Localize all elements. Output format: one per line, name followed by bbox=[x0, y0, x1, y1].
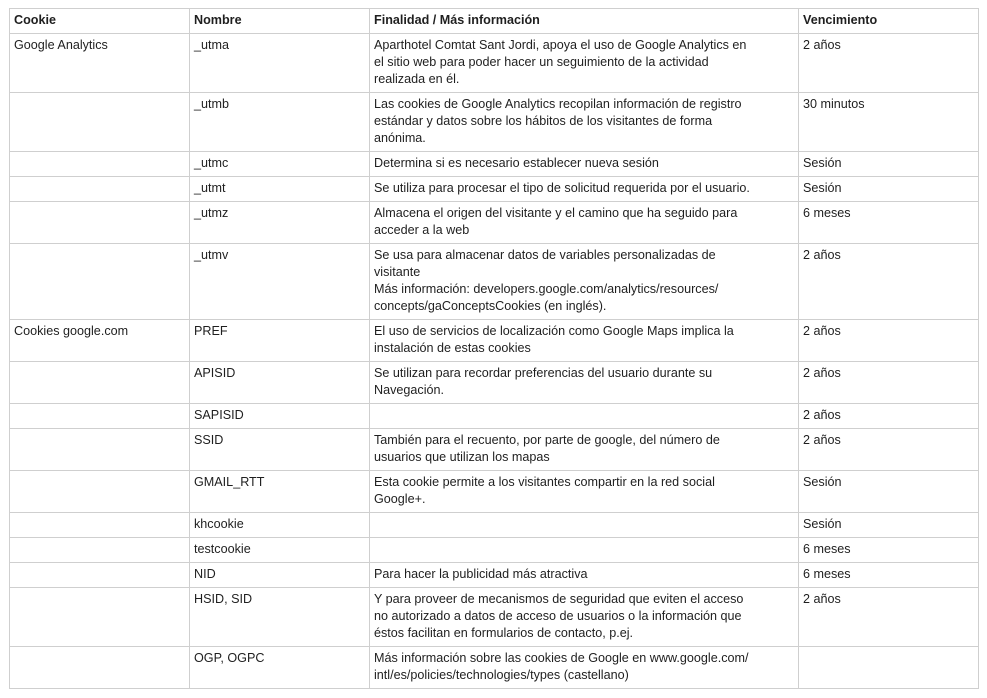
cell-nombre: _utmb bbox=[190, 93, 370, 152]
cell-nombre: _utmv bbox=[190, 244, 370, 320]
cell-vencimiento: Sesión bbox=[799, 177, 979, 202]
cell-cookie bbox=[10, 563, 190, 588]
table-row bbox=[10, 244, 979, 320]
cell-finalidad bbox=[370, 647, 799, 689]
cell-finalidad bbox=[370, 362, 799, 404]
finalidad-line: acceder a la web bbox=[374, 223, 470, 237]
table-row bbox=[10, 588, 979, 647]
cell-nombre: GMAIL_RTT bbox=[190, 471, 370, 513]
cell-cookie bbox=[10, 538, 190, 563]
cell-cookie: Cookies google.com bbox=[10, 320, 190, 362]
cell-vencimiento: 2 años bbox=[799, 404, 979, 429]
cell-finalidad bbox=[370, 177, 799, 202]
finalidad-line: El uso de servicios de localización como Google Maps implica la bbox=[374, 324, 734, 338]
cell-cookie bbox=[10, 404, 190, 429]
cell-finalidad bbox=[370, 93, 799, 152]
finalidad-line: Más información sobre las cookies de Google en www.google.com/ bbox=[374, 651, 749, 665]
cell-cookie bbox=[10, 471, 190, 513]
cell-finalidad bbox=[370, 152, 799, 177]
finalidad-line: instalación de estas cookies bbox=[374, 341, 531, 355]
table-row bbox=[10, 647, 979, 689]
table-row bbox=[10, 34, 979, 93]
finalidad-line: Determina si es necesario establecer nueva sesión bbox=[374, 156, 659, 170]
cell-cookie bbox=[10, 513, 190, 538]
cell-cookie bbox=[10, 362, 190, 404]
cell-cookie bbox=[10, 244, 190, 320]
cell-cookie bbox=[10, 93, 190, 152]
header-finalidad: Finalidad / Más información bbox=[370, 9, 799, 34]
finalidad-line: Almacena el origen del visitante y el camino que ha seguido para bbox=[374, 206, 738, 220]
cell-nombre: khcookie bbox=[190, 513, 370, 538]
cell-cookie bbox=[10, 429, 190, 471]
table-row bbox=[10, 93, 979, 152]
cell-nombre: SSID bbox=[190, 429, 370, 471]
table-row bbox=[10, 177, 979, 202]
cell-nombre: OGP, OGPC bbox=[190, 647, 370, 689]
cell-finalidad bbox=[370, 202, 799, 244]
cell-vencimiento: Sesión bbox=[799, 471, 979, 513]
cell-finalidad bbox=[370, 244, 799, 320]
cell-nombre: HSID, SID bbox=[190, 588, 370, 647]
cell-finalidad bbox=[370, 563, 799, 588]
cell-vencimiento bbox=[799, 647, 979, 689]
cell-nombre: _utmc bbox=[190, 152, 370, 177]
cell-vencimiento: Sesión bbox=[799, 152, 979, 177]
table-row bbox=[10, 513, 979, 538]
finalidad-line: el sitio web para poder hacer un seguimiento de la actividad bbox=[374, 55, 709, 69]
table-row bbox=[10, 563, 979, 588]
cell-vencimiento: Sesión bbox=[799, 513, 979, 538]
finalidad-line: Google+. bbox=[374, 492, 426, 506]
cell-cookie bbox=[10, 588, 190, 647]
table-row bbox=[10, 404, 979, 429]
cell-finalidad bbox=[370, 513, 799, 538]
finalidad-line: realizada en él. bbox=[374, 72, 460, 86]
cell-cookie bbox=[10, 152, 190, 177]
table-header-row bbox=[10, 9, 979, 34]
cell-finalidad bbox=[370, 588, 799, 647]
cell-vencimiento: 2 años bbox=[799, 320, 979, 362]
finalidad-line: visitante bbox=[374, 265, 421, 279]
cell-cookie bbox=[10, 202, 190, 244]
cell-vencimiento: 6 meses bbox=[799, 538, 979, 563]
cell-finalidad bbox=[370, 404, 799, 429]
table-row bbox=[10, 320, 979, 362]
table-row bbox=[10, 538, 979, 563]
cookies-table-container bbox=[9, 8, 978, 689]
cell-nombre: NID bbox=[190, 563, 370, 588]
finalidad-line: Se usa para almacenar datos de variables personalizadas de bbox=[374, 248, 716, 262]
cell-nombre: SAPISID bbox=[190, 404, 370, 429]
finalidad-line: Para hacer la publicidad más atractiva bbox=[374, 567, 588, 581]
table-row bbox=[10, 429, 979, 471]
cell-vencimiento: 2 años bbox=[799, 244, 979, 320]
cell-nombre: _utma bbox=[190, 34, 370, 93]
cell-finalidad bbox=[370, 538, 799, 563]
header-vencimiento: Vencimiento bbox=[799, 9, 979, 34]
finalidad-line: Más información: developers.google.com/analytics/resources/ bbox=[374, 282, 719, 296]
cell-vencimiento: 2 años bbox=[799, 362, 979, 404]
finalidad-line: Y para proveer de mecanismos de seguridad que eviten el acceso bbox=[374, 592, 744, 606]
cell-nombre: _utmt bbox=[190, 177, 370, 202]
finalidad-line: También para el recuento, por parte de google, del número de bbox=[374, 433, 720, 447]
cell-nombre: APISID bbox=[190, 362, 370, 404]
finalidad-line: Se utilizan para recordar preferencias del usuario durante su bbox=[374, 366, 713, 380]
cell-cookie bbox=[10, 647, 190, 689]
cell-vencimiento: 6 meses bbox=[799, 202, 979, 244]
finalidad-line: concepts/gaConceptsCookies (en inglés). bbox=[374, 299, 607, 313]
cell-finalidad bbox=[370, 471, 799, 513]
cell-finalidad bbox=[370, 320, 799, 362]
cell-cookie: Google Analytics bbox=[10, 34, 190, 93]
finalidad-line: anónima. bbox=[374, 131, 426, 145]
header-nombre: Nombre bbox=[190, 9, 370, 34]
finalidad-line: Las cookies de Google Analytics recopilan información de registro bbox=[374, 97, 742, 111]
table-row bbox=[10, 362, 979, 404]
finalidad-line: estándar y datos sobre los hábitos de los visitantes de forma bbox=[374, 114, 713, 128]
cell-vencimiento: 2 años bbox=[799, 588, 979, 647]
finalidad-line: Esta cookie permite a los visitantes compartir en la red social bbox=[374, 475, 715, 489]
cell-vencimiento: 2 años bbox=[799, 34, 979, 93]
table-row bbox=[10, 202, 979, 244]
finalidad-line: Aparthotel Comtat Sant Jordi, apoya el uso de Google Analytics en bbox=[374, 38, 747, 52]
cell-vencimiento: 2 años bbox=[799, 429, 979, 471]
header-cookie: Cookie bbox=[10, 9, 190, 34]
finalidad-line: éstos facilitan en formularios de contacto, p.ej. bbox=[374, 626, 634, 640]
cookies-table bbox=[9, 8, 979, 689]
cell-cookie bbox=[10, 177, 190, 202]
cell-nombre: testcookie bbox=[190, 538, 370, 563]
cell-vencimiento: 30 minutos bbox=[799, 93, 979, 152]
finalidad-line: Se utiliza para procesar el tipo de solicitud requerida por el usuario. bbox=[374, 181, 750, 195]
finalidad-line: Navegación. bbox=[374, 383, 445, 397]
finalidad-line: no autorizado a datos de acceso de usuarios o la información que bbox=[374, 609, 742, 623]
cell-nombre: _utmz bbox=[190, 202, 370, 244]
cell-vencimiento: 6 meses bbox=[799, 563, 979, 588]
cell-nombre: PREF bbox=[190, 320, 370, 362]
finalidad-line: usuarios que utilizan los mapas bbox=[374, 450, 550, 464]
table-row bbox=[10, 471, 979, 513]
cell-finalidad bbox=[370, 34, 799, 93]
cell-finalidad bbox=[370, 429, 799, 471]
finalidad-line: intl/es/policies/technologies/types (castellano) bbox=[374, 668, 629, 682]
table-row bbox=[10, 152, 979, 177]
